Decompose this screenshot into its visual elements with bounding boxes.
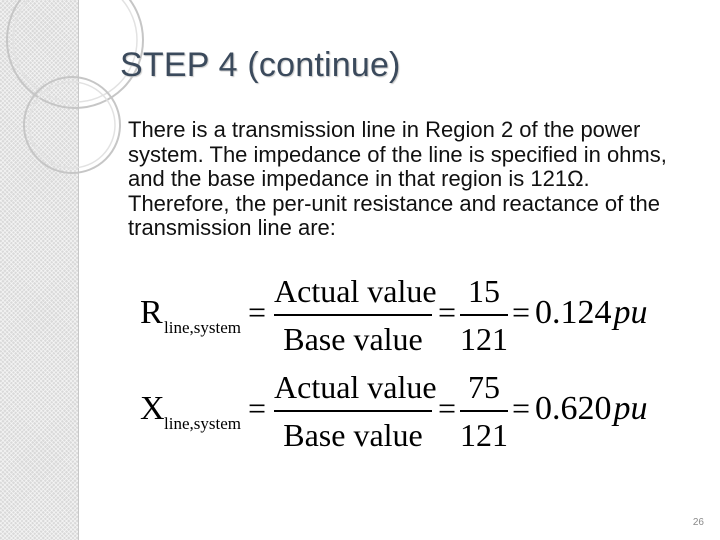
- resistance-equation: [140, 272, 660, 358]
- fraction-denominator: Base value: [283, 417, 423, 453]
- unit-label: pu: [613, 390, 648, 427]
- equation-subscript: line,system: [164, 318, 241, 337]
- equation-symbol: R: [140, 294, 163, 331]
- value-fraction: [460, 272, 508, 358]
- body-paragraph: There is a transmission line in Region 2 of the power system. The impedance of the line is specified in ohms, and the base impedance in that region is 121Ω. Therefore, the per-unit resistance and reactance of the transmission line are:: [128, 117, 667, 240]
- result-value: 0.124: [535, 294, 612, 331]
- equation-symbol: X: [140, 390, 165, 427]
- ratio-fraction: [274, 272, 437, 358]
- fraction-bar: [274, 314, 432, 316]
- fraction-bar: [460, 410, 508, 412]
- slide-title: STEP 4 (continue): [120, 46, 401, 84]
- ratio-fraction: [274, 368, 437, 454]
- fraction-denominator: Base value: [283, 321, 423, 357]
- fraction-numerator: 15: [468, 273, 500, 309]
- equation-result: [535, 390, 648, 428]
- page-number: 26: [692, 517, 704, 528]
- equals-sign: =: [512, 390, 531, 426]
- fraction-numerator: Actual value: [274, 369, 437, 405]
- reactance-equation: [140, 368, 660, 454]
- fraction-numerator: Actual value: [274, 273, 437, 309]
- fraction-numerator: 75: [468, 369, 500, 405]
- value-fraction: [460, 368, 508, 454]
- equals-sign: =: [248, 294, 267, 330]
- fraction-denominator: 121: [460, 417, 508, 453]
- unit-label: pu: [613, 294, 648, 331]
- result-value: 0.620: [535, 390, 612, 427]
- equals-sign: =: [248, 390, 267, 426]
- equals-sign: =: [438, 390, 457, 426]
- equals-sign: =: [512, 294, 531, 330]
- equation-result: [535, 294, 648, 332]
- fraction-denominator: 121: [460, 321, 508, 357]
- fraction-bar: [274, 410, 432, 412]
- equals-sign: =: [438, 294, 457, 330]
- fraction-bar: [460, 314, 508, 316]
- equation-subscript: line,system: [164, 414, 241, 433]
